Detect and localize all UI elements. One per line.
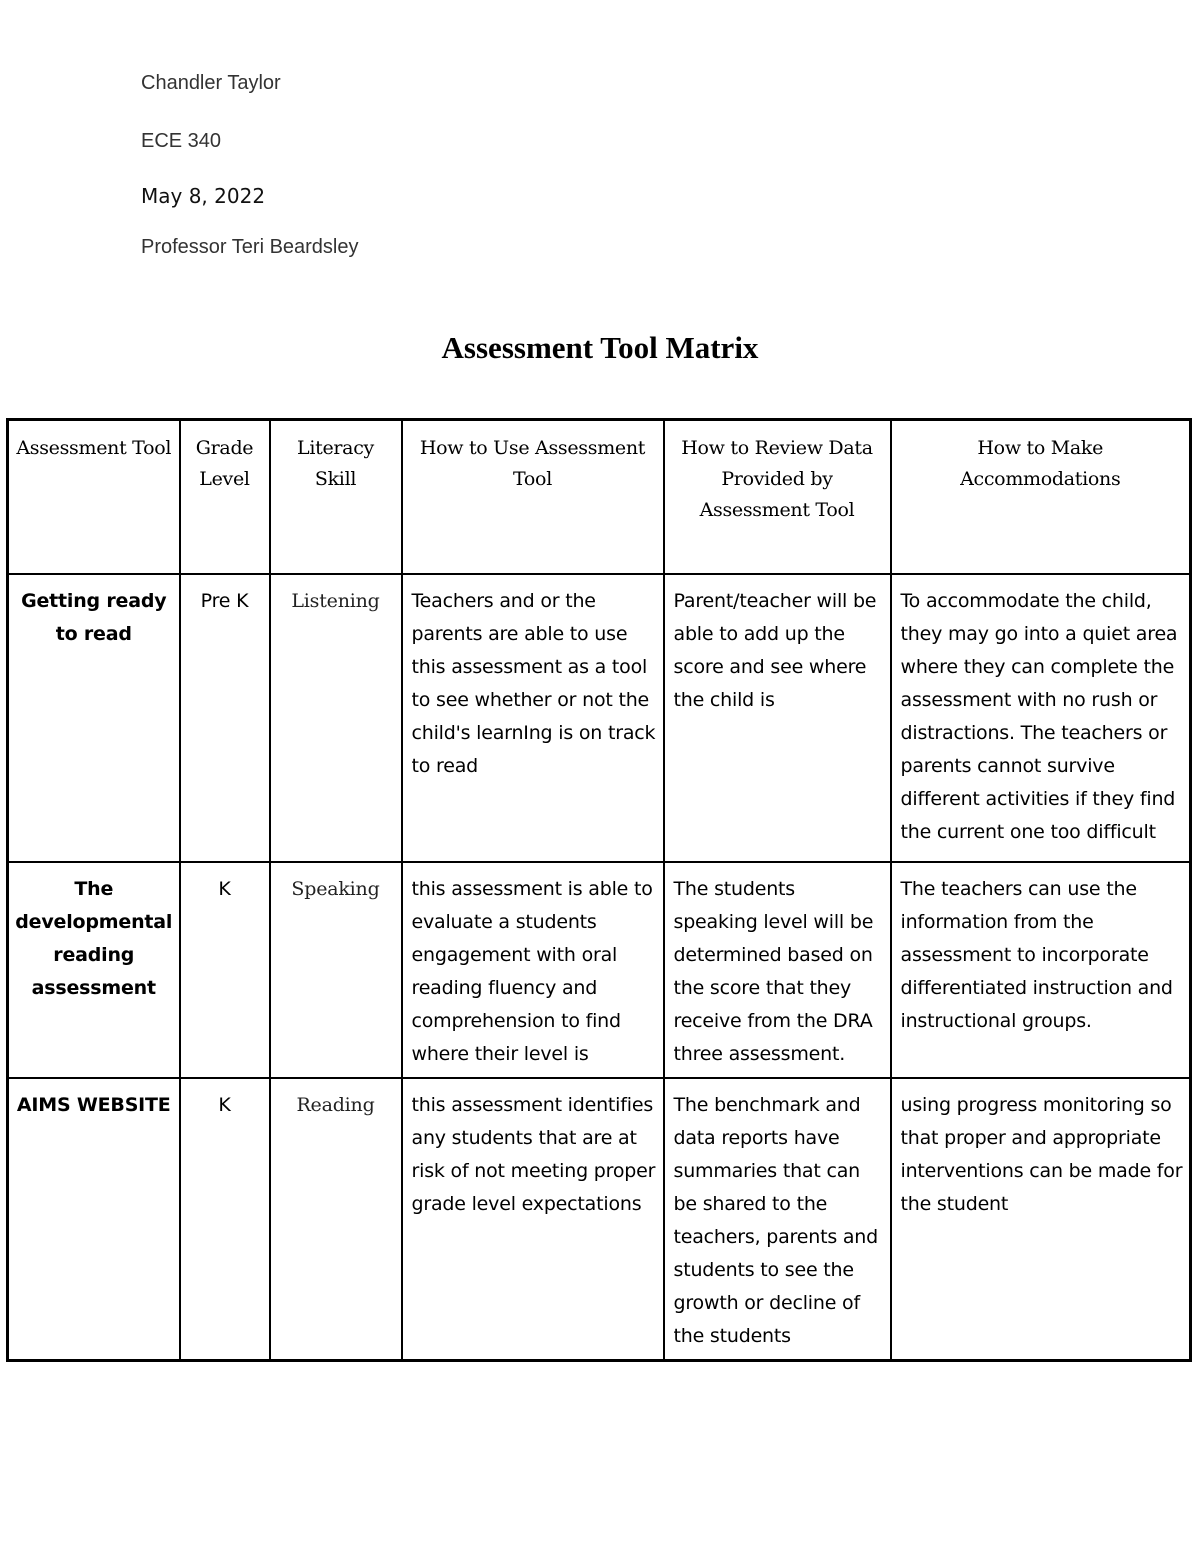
cell-assessment-tool: The developmental reading assessment: [8, 862, 180, 1078]
document-title: Assessment Tool Matrix: [441, 330, 759, 365]
column-header-accommodations: How to Make Accommodations: [891, 420, 1191, 575]
cell-grade-level: Pre K: [180, 574, 270, 862]
cell-accommodations: The teachers can use the information from the assessment to incorporate differentiated instruction and instructional groups.: [891, 862, 1191, 1078]
cell-how-to-review: The benchmark and data reports have summaries that can be shared to the teachers, parents and students to see the growth or decline of the students: [664, 1078, 891, 1361]
cell-grade-level: K: [180, 862, 270, 1078]
column-header-literacy-skill: Literacy Skill: [270, 420, 402, 575]
cell-literacy-skill: Reading: [270, 1078, 402, 1361]
cell-how-to-use: this assessment identifies any students that are at risk of not meeting proper grade level expectations: [402, 1078, 664, 1361]
professor-name: Professor Teri Beardsley: [141, 236, 359, 258]
cell-grade-level: K: [180, 1078, 270, 1361]
column-header-how-to-review: How to Review Data Provided by Assessment Tool: [664, 420, 891, 575]
author-name: Chandler Taylor: [141, 72, 281, 94]
cell-how-to-review: Parent/teacher will be able to add up the score and see where the child is: [664, 574, 891, 862]
cell-literacy-skill: Listening: [270, 574, 402, 862]
table-row: [8, 1078, 1191, 1361]
cell-accommodations: using progress monitoring so that proper and appropriate interventions can be made for the student: [891, 1078, 1191, 1361]
cell-how-to-use: this assessment is able to evaluate a students engagement with oral reading fluency and comprehension to find where their level is: [402, 862, 664, 1078]
cell-assessment-tool: Getting ready to read: [8, 574, 180, 862]
table-row: [8, 574, 1191, 862]
course-code: ECE 340: [141, 130, 222, 152]
cell-how-to-review: The students speaking level will be determined based on the score that they receive from the DRA three assessment.: [664, 862, 891, 1078]
cell-how-to-use: Teachers and or the parents are able to use this assessment as a tool to see whether or not the child's learnIng is on track to read: [402, 574, 664, 862]
column-header-grade-level: Grade Level: [180, 420, 270, 575]
column-header-assessment-tool: Assessment Tool: [8, 420, 180, 575]
table-header-row: [8, 420, 1191, 575]
table-row: [8, 862, 1191, 1078]
cell-accommodations: To accommodate the child, they may go into a quiet area where they can complete the assessment with no rush or distractions. The teachers or parents cannot survive different activities if they find the current one too difficult: [891, 574, 1191, 862]
column-header-how-to-use: How to Use Assessment Tool: [402, 420, 664, 575]
document-date: May 8, 2022: [141, 184, 266, 208]
assessment-matrix-table: [6, 418, 1192, 1362]
cell-assessment-tool: AIMS WEBSITE: [8, 1078, 180, 1361]
cell-literacy-skill: Speaking: [270, 862, 402, 1078]
